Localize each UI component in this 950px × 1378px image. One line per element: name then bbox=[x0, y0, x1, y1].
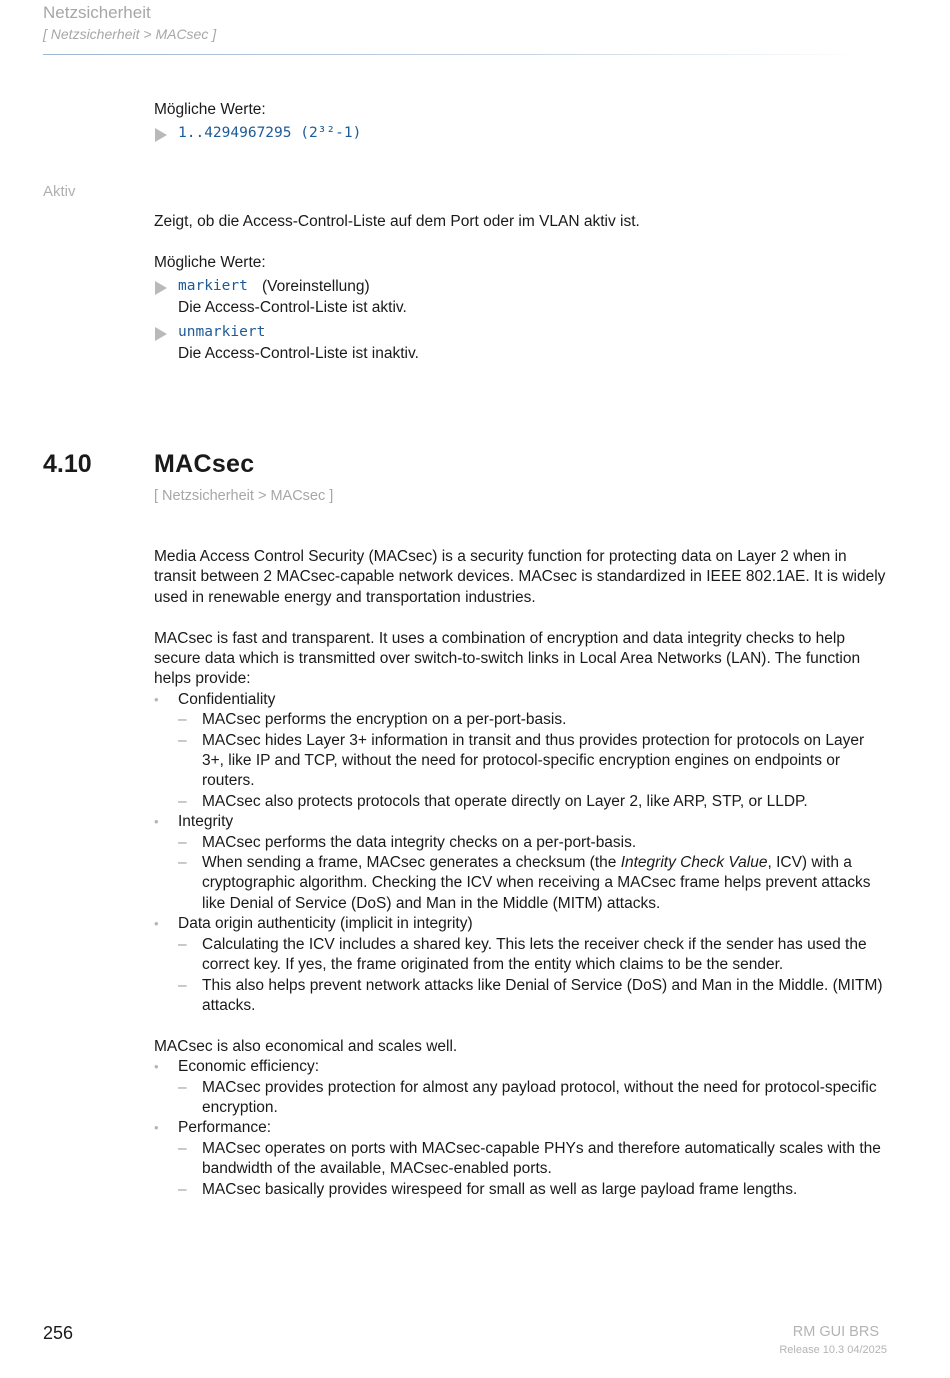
sub-list-item: – MACsec performs the encryption on a per-port-basis. bbox=[154, 710, 889, 730]
dash-icon: – bbox=[178, 1139, 187, 1157]
dash-icon: – bbox=[178, 1180, 187, 1198]
footer-release: Release 10.3 04/2025 bbox=[779, 1344, 887, 1356]
range-value: 1..4294967295 (2³²-1) bbox=[178, 125, 362, 141]
possible-values-label: Mögliche Werte: bbox=[154, 101, 266, 118]
section-number: 4.10 bbox=[43, 450, 92, 478]
aktiv-description: Zeigt, ob die Access-Control-Liste auf dem Port oder im VLAN aktiv ist. bbox=[154, 213, 640, 230]
list-item: • Confidentiality bbox=[154, 690, 889, 710]
section-title: MACsec bbox=[154, 450, 255, 478]
header-divider bbox=[43, 54, 863, 55]
sub-list-item: – MACsec operates on ports with MACsec-capable PHYs and therefore automatically scales with the bandwidth of the available, MACsec-enabled ports. bbox=[178, 1139, 881, 1178]
bullet-icon: • bbox=[154, 1059, 159, 1075]
icv-term: Integrity Check Value bbox=[620, 854, 768, 872]
bullet-icon: • bbox=[154, 691, 159, 707]
dash-icon: – bbox=[178, 833, 187, 851]
sub-list-item: – When sending a frame, MACsec generates a checksum (the Integrity Check Value, ICV) with a cryptographic algorithm. Checking the ICV when receiving a MACsec frame helps prevent attacks like Denial of Service (DoS) and Man in the Middle (MITM) attacks. bbox=[178, 854, 871, 912]
sub-list-item: – MACsec performs the data integrity checks on a per-port-basis. bbox=[154, 833, 889, 853]
value-marker-icon bbox=[155, 327, 167, 341]
dash-icon: – bbox=[178, 935, 187, 953]
sub-list-item: – MACsec basically provides wirespeed for small as well as large payload frame lengths. bbox=[154, 1180, 889, 1200]
intro-paragraph: Media Access Control Security (MACsec) is a security function for protecting data on Layer 2 when in transit between 2 MACsec-capable network devices. MACsec is standardized in IEEE 802.1AE. It is widely used in renewable energy and transportation industries. bbox=[154, 548, 886, 606]
dash-icon: – bbox=[178, 792, 187, 810]
list-item: • Performance: bbox=[154, 1118, 889, 1138]
list-item: • Economic efficiency: bbox=[154, 1057, 889, 1077]
bullet-icon: • bbox=[154, 916, 159, 932]
scalability-paragraph: MACsec is also economical and scales well. bbox=[154, 1037, 458, 1055]
section-breadcrumb: [ Netzsicherheit > MACsec ] bbox=[154, 488, 334, 504]
footer-doc-name: RM GUI BRS bbox=[792, 1324, 879, 1340]
features-paragraph: MACsec is fast and transparent. It uses a combination of encryption and data integrity checks to help secure data which is transmitted over switch-to-switch links in Local Area Networks (LAN). The function helps provide: bbox=[154, 629, 861, 688]
value-marker-icon bbox=[155, 128, 167, 142]
sub-list-item: – MACsec hides Layer 3+ information in transit and thus provides protection for protocols on Layer 3+, like IP and TCP, without the need for protocol-specific encryption engines on endpoints or routers. bbox=[178, 731, 865, 790]
dash-icon: – bbox=[178, 731, 187, 749]
value-markiert-description: Die Access-Control-Liste ist aktiv. bbox=[178, 299, 407, 316]
value-default-note: (Voreinstellung) bbox=[262, 278, 370, 295]
sub-list-item: – This also helps prevent network attacks like Denial of Service (DoS) and Man in the Middle. (MITM) attacks. bbox=[178, 976, 883, 1014]
dash-icon: – bbox=[178, 711, 187, 729]
field-name-aktiv: Aktiv bbox=[43, 183, 76, 200]
value-marker-icon bbox=[155, 281, 167, 295]
sub-list-item: – MACsec also protects protocols that operate directly on Layer 2, like ARP, STP, or LLDP. bbox=[154, 792, 889, 812]
dash-icon: – bbox=[178, 1078, 187, 1096]
page-number: 256 bbox=[43, 1323, 74, 1343]
value-markiert: markiert bbox=[178, 278, 248, 294]
sub-list-item: – Calculating the ICV includes a shared key. This lets the receiver check if the sender has used the correct key. If yes, the frame originated from the entity which claims to be the sender. bbox=[178, 935, 867, 974]
dash-icon: – bbox=[178, 976, 187, 994]
value-unmarkiert: unmarkiert bbox=[178, 324, 266, 340]
list-item: • Integrity bbox=[154, 812, 889, 832]
running-header-title: Netzsicherheit bbox=[43, 3, 151, 22]
running-header-breadcrumb: [ Netzsicherheit > MACsec ] bbox=[43, 26, 217, 42]
bullet-icon: • bbox=[154, 1120, 159, 1136]
bullet-icon: • bbox=[154, 814, 159, 830]
possible-values-label-aktiv: Mögliche Werte: bbox=[154, 254, 266, 271]
dash-icon: – bbox=[178, 854, 187, 872]
sub-list-item: – MACsec provides protection for almost any payload protocol, without the need for protocol-specific encryption. bbox=[178, 1078, 877, 1116]
section-body bbox=[154, 547, 889, 1200]
list-item: • Data origin authenticity (implicit in integrity) bbox=[154, 914, 889, 934]
value-unmarkiert-description: Die Access-Control-Liste ist inaktiv. bbox=[178, 345, 419, 362]
